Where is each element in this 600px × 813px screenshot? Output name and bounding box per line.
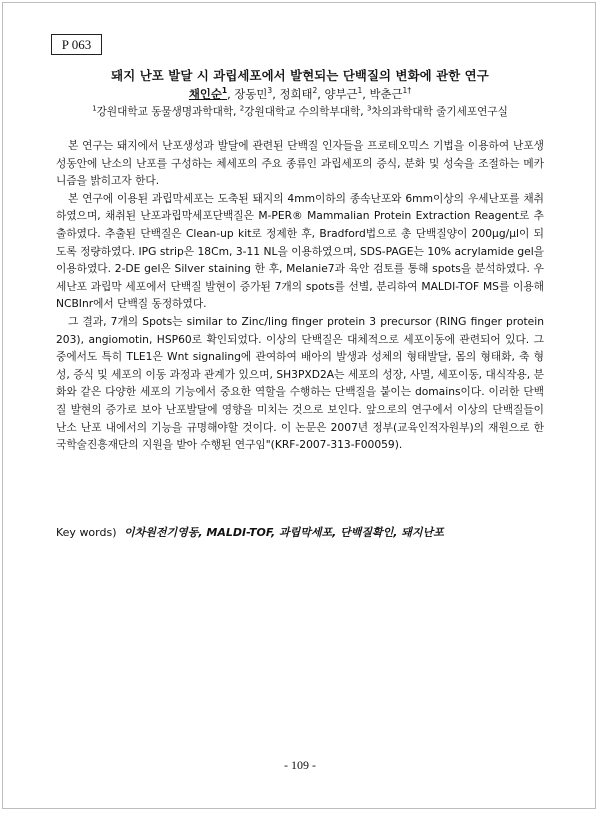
abstract-body xyxy=(56,137,544,454)
affiliation-mark: 3 xyxy=(366,104,372,113)
author-affil-mark: 1† xyxy=(402,86,412,96)
affiliation-mark: 1 xyxy=(92,104,97,113)
keywords-text: 이차원전기영동, MALDI-TOF, 과립막세포, 단백질확인, 돼지난포 xyxy=(124,526,444,539)
keywords-label: Key words) xyxy=(56,526,117,539)
page-number: - 109 - xyxy=(284,758,316,772)
abstract-paragraph-methods: 본 연구에 이용된 과립막세포는 도축된 돼지의 4mm이하의 종속난포와 6mm이상의 우세난포를 채취하였으며, 채취된 난포과립막세포단백질은 M-PER® Mammalian Protein Extraction Reagent로 추출하였다. 추출된 단백질은 Clean-up kit로 정제한 후, Bradford법으로 총 단백질양이 200μg/μl이 되도록 정량하였다. IPG strip은 18Cm, 3-11 NL을 이용하였으며, SDS-PAGE는 10% acrylamide gel을 이용하였다. 2-DE gel은 Silver staining 한 후, Melanie7과 육안 검토를 통해 spots을 분석하였다. 우세난포 과립막 세포에서 단백질 발현이 증가된 7개의 spots를 선별, 분리하여 MALDI-TOF MS를 이용해 NCBInr에서 단백질 동정하였다. xyxy=(56,191,544,311)
affiliation-2: 강원대학교 수의학부대학, xyxy=(244,106,367,118)
affiliation-3: 차의과학대학 줄기세포연구실 xyxy=(371,106,508,118)
abstract-paragraph-objective: 본 연구는 돼지에서 난포생성과 발달에 관련된 단백질 인자들을 프로테오믹스 기법을 이용하여 난포생성동안에 난소의 난포를 구성하는 체세포의 주요 종류인 과립세포의 증식, 분화 및 성숙을 조절하는 메카니즘을 밝히고자 한다. xyxy=(56,139,544,188)
author-separator: , xyxy=(227,87,235,101)
author-4 xyxy=(324,87,362,101)
affiliation-mark: 2 xyxy=(239,104,245,113)
affiliation-1: 강원대학교 동물생명과학대학, xyxy=(96,106,240,118)
author-name: 양부근 xyxy=(324,87,358,101)
abstract-code-box: P 063 xyxy=(51,34,102,55)
author-affil-mark: 3 xyxy=(267,86,273,96)
author-affil-mark: 1 xyxy=(221,86,228,96)
author-separator: , xyxy=(272,87,280,101)
author-separator: , xyxy=(362,87,370,101)
abstract-paragraph-results: 그 결과, 7개의 Spots는 similar to Zinc/ling finger protein 3 precursor (RING finger protein 203), angiomotin, HSP60로 확인되었다. 이상의 단백질은 대체적으로 세포이동에 관련되어 있다. 그 중에서도 특히 TLE1은 Wnt signaling에 관여하여 배아의 발생과 성체의 형태발달, 몸의 형태화, 축 형성, 증식 및 세포의 이동 과정과 관계가 있으며, SH3PXD2A는 세포의 성장, 사멸, 세포이동, 대식작용, 분화와 같은 다양한 세포의 기능에서 중요한 역할을 수행하는 단백질을 붙이는 domains이다. 이러한 단백질 발현의 증가로 보아 난포발달에 영향을 미치는 것으로 보인다. 앞으로의 연구에서 이상의 단백질들이 난소 난포 내에서의 기능을 규명해야할 것이다. 이 논문은 2007년 정부(교육인적자원부)의 재원으로 한국학술진흥재단의 지원을 받아 수행된 연구임"(KRF-2007-313-F00059). xyxy=(56,314,544,452)
author-2 xyxy=(234,87,272,101)
affiliation-list xyxy=(0,104,600,119)
paper-title: 돼지 난포 발달 시 과립세포에서 발현되는 단백질의 변화에 관한 연구 xyxy=(111,68,489,83)
author-name: 정희태 xyxy=(279,87,313,101)
author-5 xyxy=(370,87,412,101)
author-affil-mark: 1 xyxy=(357,86,363,96)
author-name: 채인순 xyxy=(188,87,222,101)
keywords-line xyxy=(56,524,544,540)
author-list xyxy=(0,86,600,102)
author-3 xyxy=(279,87,317,101)
author-name: 장동민 xyxy=(234,87,268,101)
author-1 xyxy=(189,87,227,101)
author-separator: , xyxy=(317,87,325,101)
author-name: 박춘근 xyxy=(369,87,403,101)
author-affil-mark: 2 xyxy=(312,86,318,96)
